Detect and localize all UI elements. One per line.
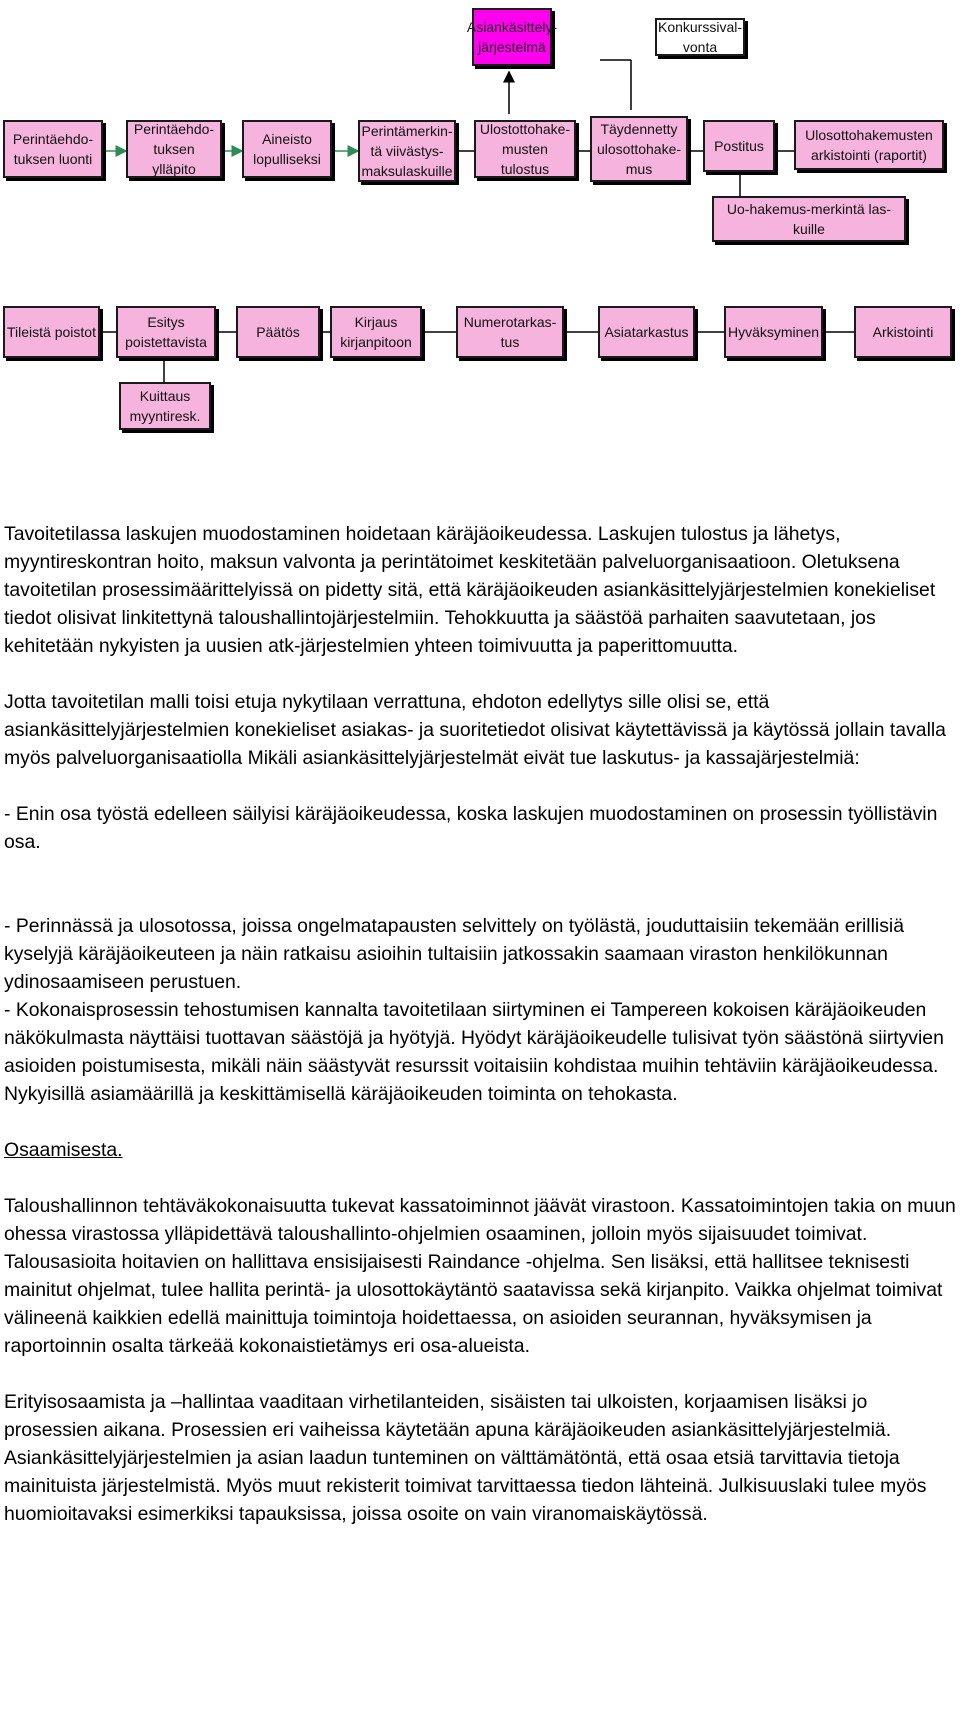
row1-box-4: Perintämerkin- tä viivästys- maksulaskuille	[358, 120, 456, 182]
row2-box-2: Esitys poistettavista	[116, 306, 216, 358]
row2-box-5: Numerotarkas- tus	[456, 306, 564, 358]
paragraph: - Kokonaisprosessin tehostumisen kannalta tavoitetilaan siirtyminen ei Tampereen kokoisen käräjäoikeuden näkökulmasta näyttäisi tuottavan säästöjä ja hyötyjä. Hyödyt käräjäoikeudelle tulisivat työn säästönä siirtyvien asioiden poistumisesta, mikäli näin säästyvät resurssit voitaisiin kohdistaa muihin tehtäviin käräjäoikeudessa. Nykyisillä asiamäärillä ja keskittämisellä käräjäoikeuden toiminta on tehokasta.	[4, 999, 944, 1105]
row2-box-7: Hyväksyminen	[724, 306, 823, 358]
row1-box-1: Perintäehdo- tuksen luonti	[3, 120, 103, 178]
row2-box-8: Arkistointi	[854, 306, 952, 358]
row1-sub-box: Uo-hakemus-merkintä las- kuille	[712, 196, 906, 242]
section-heading: Osaamisesta.	[4, 1139, 123, 1161]
system-box: Asiankäsittely- järjestelmä	[472, 8, 552, 66]
paragraph: Jotta tavoitetilan malli toisi etuja nykytilaan verrattuna, ehdoton edellytys sille olisi se, että asiankäsittelyjärjestelmien konekieliset asiakas- ja suoritetiedot olisivat käytettävissä ja käytössä jollain tavalla myös palveluorganisaatiolla Mikäli asiankäsittelyjärjestelmät eivät tue laskutus- ja kassajärjestelmiä:	[4, 691, 946, 769]
paragraph: - Enin osa työstä edelleen säilyisi käräjäoikeudessa, koska laskujen muodostaminen on prosessin työllistävin osa.	[4, 803, 938, 853]
paragraph: Erityisosaamista ja –hallintaa vaaditaan virhetilanteiden, sisäisten tai ulkoisten, korjaamisen lisäksi jo prosessien aikana. Prosessien eri vaiheissa käytetään apuna käräjäoikeuden asiankäsittelyjärjestelmiä. Asiankäsittelyjärjestelmien ja asian laadun tunteminen on välttämätöntä, että osaa etsiä tarvittavia tietoja mainituista järjestelmistä. Myös muut rekisterit toimivat tarvittaessa tiedon lähteinä. Julkisuuslaki tulee myös huomioitavaksi esimerkiksi tapauksissa, joissa osoite on vain viranomaiskäytössä.	[4, 1391, 927, 1525]
row2-sub-box: Kuittaus myyntiresk.	[119, 382, 211, 430]
paragraph: Tavoitetilassa laskujen muodostaminen hoidetaan käräjäoikeudessa. Laskujen tulostus ja lähetys, myyntireskontran hoito, maksun valvonta ja perintätoimet keskitetään palveluorganisaatioon. Oletuksena tavoitetilan prosessimäärittelyissä on pidetty sitä, että käräjäoikeuden asiankäsittelyjärjestelmien konekieliset tiedot olisivat linkitettynä taloushallintojärjestelmiin. Tehokkuutta ja säästöä parhaiten saavutetaan, jos kehitetään nykyisten ja uusien atk-järjestelmien yhteen toimivuutta ja paperittomuutta.	[4, 523, 936, 657]
row1-box-5: Ulostottohake- musten tulostus	[474, 120, 576, 178]
row1-box-8: Ulosottohakemusten arkistointi (raportit)	[794, 120, 944, 170]
row2-box-1: Tileistä poistot	[3, 306, 100, 358]
document-body	[4, 520, 956, 1528]
process-diagram	[0, 0, 960, 440]
paragraph: Taloushallinnon tehtäväkokonaisuutta tukevat kassatoiminnot jäävät virastoon. Kassatoimintojen takia on muun ohessa virastossa ylläpidettävä taloushallinto-ohjelmien osaaminen, jolloin myös sijaisuudet toimivat. Talousasioita hoitavien on hallittava ensisijaisesti Raindance -ohjelma. Sen lisäksi, että hallitsee teknisesti mainitut ohjelmat, tulee hallita perintä- ja ulosottokäytäntö saatavissa sekä kirjanpito. Vaikka ohjelmat toimivat välineenä kaikkien edellä mainittuja toimintoja hoidettaessa, on asioiden seurannan, hyväksymisen ja raportoinnin osalta tärkeää kokonaistietämys eri osa-alueista.	[4, 1195, 956, 1357]
row1-box-7: Postitus	[703, 120, 775, 172]
row1-box-3: Aineisto lopulliseksi	[242, 120, 332, 178]
paragraph: - Perinnässä ja ulosotossa, joissa ongelmatapausten selvittely on työlästä, jouduttaisiin tekemään erillisiä kyselyjä käräjäoikeuteen ja näin ratkaisu asioihin tultaisiin jatkossakin saamaan viraston henkilökunnan ydinosaamiseen perustuen.	[4, 915, 904, 993]
konkurssi-box: Konkurssival- vonta	[655, 18, 745, 56]
row2-box-4: Kirjaus kirjanpitoon	[330, 306, 422, 358]
row2-box-6: Asiatarkastus	[598, 306, 695, 358]
row2-box-3: Päätös	[236, 306, 320, 358]
row1-box-6: Täydennetty ulosottohake- mus	[590, 116, 688, 182]
row1-box-2: Perintäehdo- tuksen ylläpito	[126, 120, 222, 178]
